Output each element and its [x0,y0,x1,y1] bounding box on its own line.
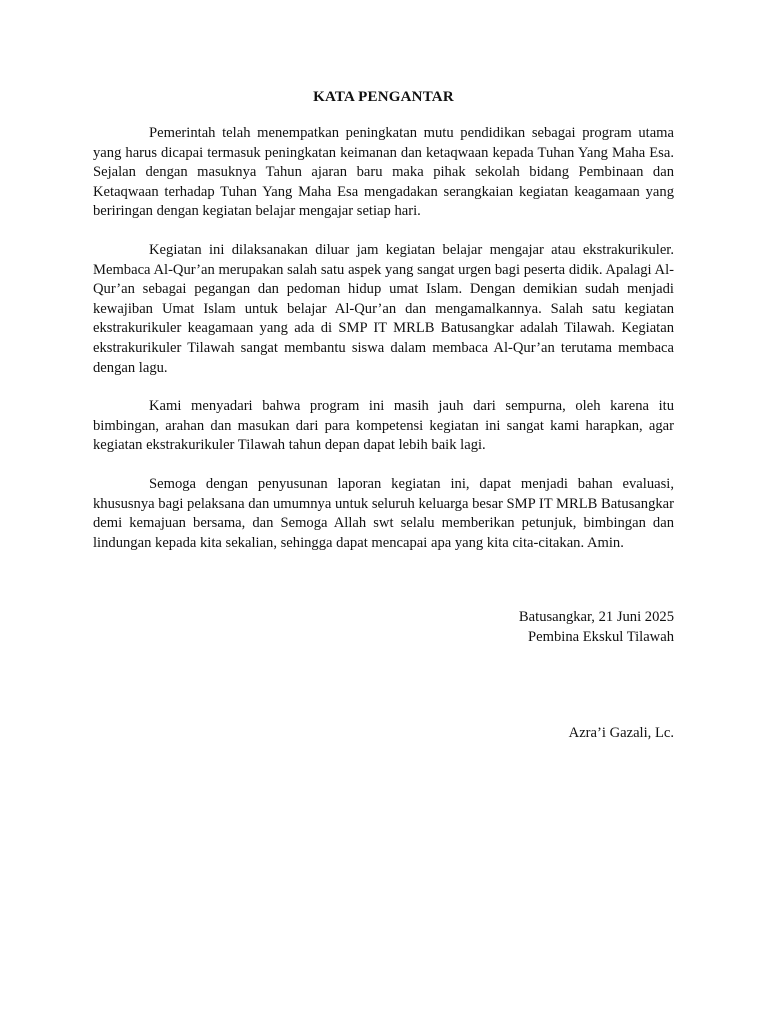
paragraph-4: Semoga dengan penyusunan laporan kegiatan ini, dapat menjadi bahan evaluasi, khususnya bagi pelaksana dan umumnya untuk seluruh keluarga besar SMP IT MRLB Batusangkar demi kemajuan bersama, dan Semoga Allah swt selalu memberikan petunjuk, bimbingan dan lindungan kepada kita sekalian, sehingga dapat mencapai apa yang kita cita-citakan. Amin. [93,475,674,551]
signature-place-date: Batusangkar, 21 Juni 2025 [518,609,674,625]
paragraph-1: Pemerintah telah menempatkan peningkatan mutu pendidikan sebagai program utama yang harus dicapai termasuk peningkatan keimanan dan ketaqwaan kepada Tuhan Yang Maha Esa. Sejalan dengan masuknya Tahun ajaran baru maka pihak sekolah bidang Pembinaan dan Ketaqwaan terhadap Tuhan Yang Maha Esa mengadakan serangkaian kegiatan keagamaan yang beriringan dengan kegiatan belajar mengajar setiap hari. [93,125,674,220]
signature-name: Azra’i Gazali, Lc. [568,725,674,741]
signature-header [519,607,674,647]
paragraph-3: Kami menyadari bahwa program ini masih jauh dari sempurna, oleh karena itu bimbingan, arahan dan masukan dari para kompetensi kegiatan ini sangat kami harapkan, agar kegiatan ekstrakurikuler Tilawah tahun depan dapat lebih baik lagi. [93,398,674,454]
document-title: KATA PENGANTAR [313,89,454,105]
paragraph-2: Kegiatan ini dilaksanakan diluar jam kegiatan belajar mengajar atau ekstrakurikuler. Membaca Al-Qur’an merupakan salah satu aspek yang sangat urgen bagi peserta didik. Apalagi Al-Qur’an sebagai pegangan dan pedoman hidup umat Islam. Dengan demikian sudah menjadi kewajiban Umat Islam untuk belajar Al-Qur’an dan mengamalkannya. Salah satu kegiatan ekstrakurikuler keagamaan yang ada di SMP IT MRLB Batusangkar adalah Tilawah. Kegiatan ekstrakurikuler Tilawah sangat membantu siswa dalam membaca Al-Qur’an terutama membaca dengan lagu. [93,241,674,376]
signature-footer [569,723,674,743]
signature-role: Pembina Ekskul Tilawah [528,629,674,645]
